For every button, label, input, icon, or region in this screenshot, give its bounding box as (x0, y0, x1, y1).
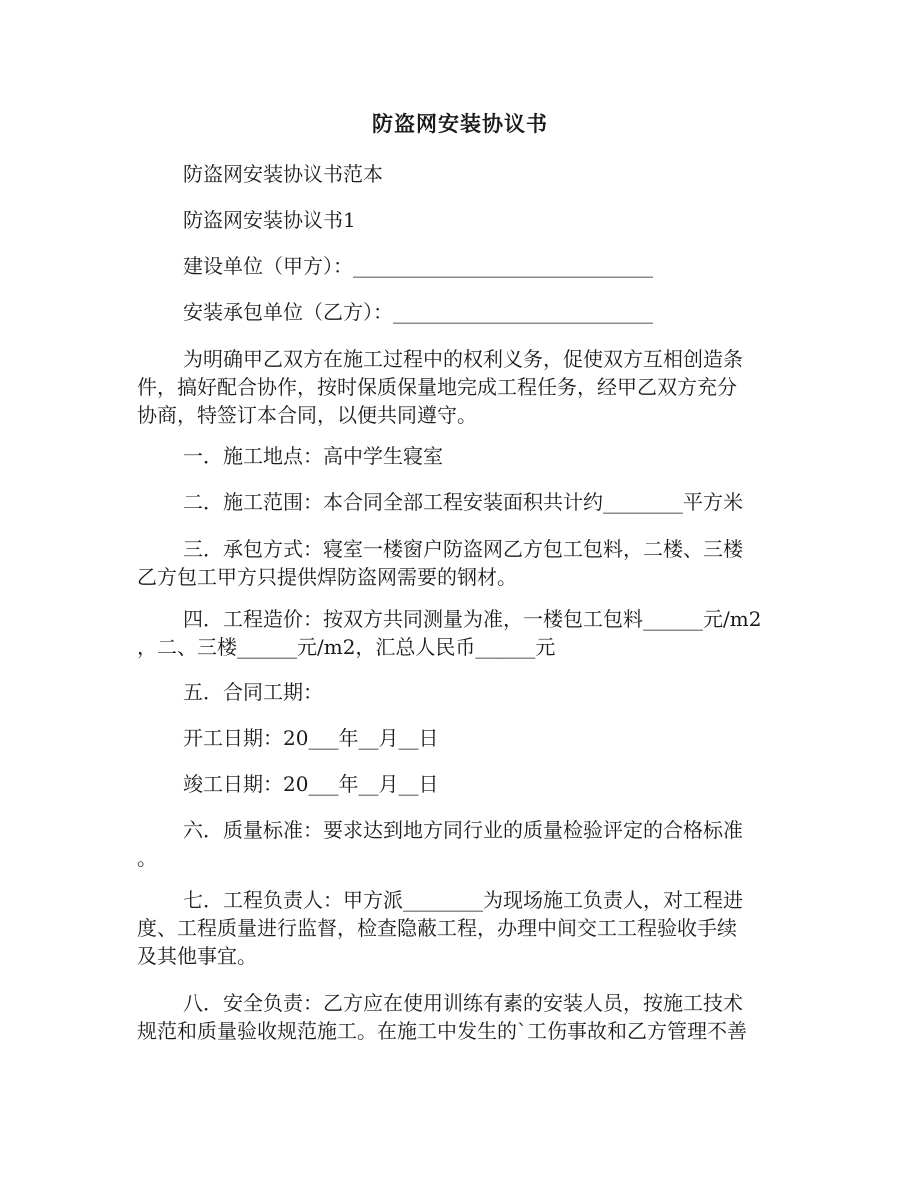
clause-4-line-2: ，二、三楼______元/m2，汇总人民币______元 (137, 635, 556, 659)
preamble-line-1: 为明确甲乙双方在施工过程中的权利义务，促使双方互相创造条 (183, 347, 743, 371)
preamble-line-2: 件，搞好配合协作，按时保质保量地完成工程任务，经甲乙双方充分 (137, 375, 737, 399)
clause-7-line-2: 度、工程质量进行监督，检查隐蔽工程，办理中间交工工程验收手续 (137, 916, 737, 940)
clause-1: 一．施工地点：高中学生寝室 (183, 444, 443, 468)
clause-3-line-1: 三．承包方式：寝室一楼窗户防盗网乙方包工包料，二楼、三楼 (183, 537, 743, 561)
clause-2: 二．施工范围：本合同全部工程安装面积共计约________平方米 (183, 490, 743, 514)
clause-4-line-1: 四．工程造价：按双方共同测量为准，一楼包工包料______元/m2 (183, 607, 762, 631)
clause-7-line-3: 及其他事宜。 (137, 944, 257, 968)
subtitle-number: 防盗网安装协议书1 (183, 208, 356, 232)
party-b-field: 安装承包单位（乙方）：__________________________ (183, 300, 653, 324)
preamble-line-3: 协商，特签订本合同，以便共同遵守。 (137, 403, 477, 427)
clause-6-line-2: 。 (137, 846, 157, 870)
clause-6-line-1: 六．质量标准：要求达到地方同行业的质量检验评定的合格标准 (183, 818, 743, 842)
clause-5: 五．合同工期： (183, 680, 323, 704)
clause-3-line-2: 乙方包工甲方只提供焊防盗网需要的钢材。 (137, 565, 517, 589)
subtitle-sample: 防盗网安装协议书范本 (183, 162, 383, 186)
end-date: 竣工日期：20___年__月__日 (183, 772, 439, 796)
clause-8-line-2: 规范和质量验收规范施工。在施工中发生的`工伤事故和乙方管理不善 (137, 1019, 747, 1043)
clause-7-line-1: 七．工程负责人：甲方派________为现场施工负责人，对工程进 (183, 888, 743, 912)
party-a-field: 建设单位（甲方）：______________________________ (183, 254, 653, 278)
document-title: 防盗网安装协议书 (372, 111, 548, 136)
clause-8-line-1: 八．安全负责：乙方应在使用训练有素的安装人员，按施工技术 (183, 991, 743, 1015)
start-date: 开工日期：20___年__月__日 (183, 726, 439, 750)
